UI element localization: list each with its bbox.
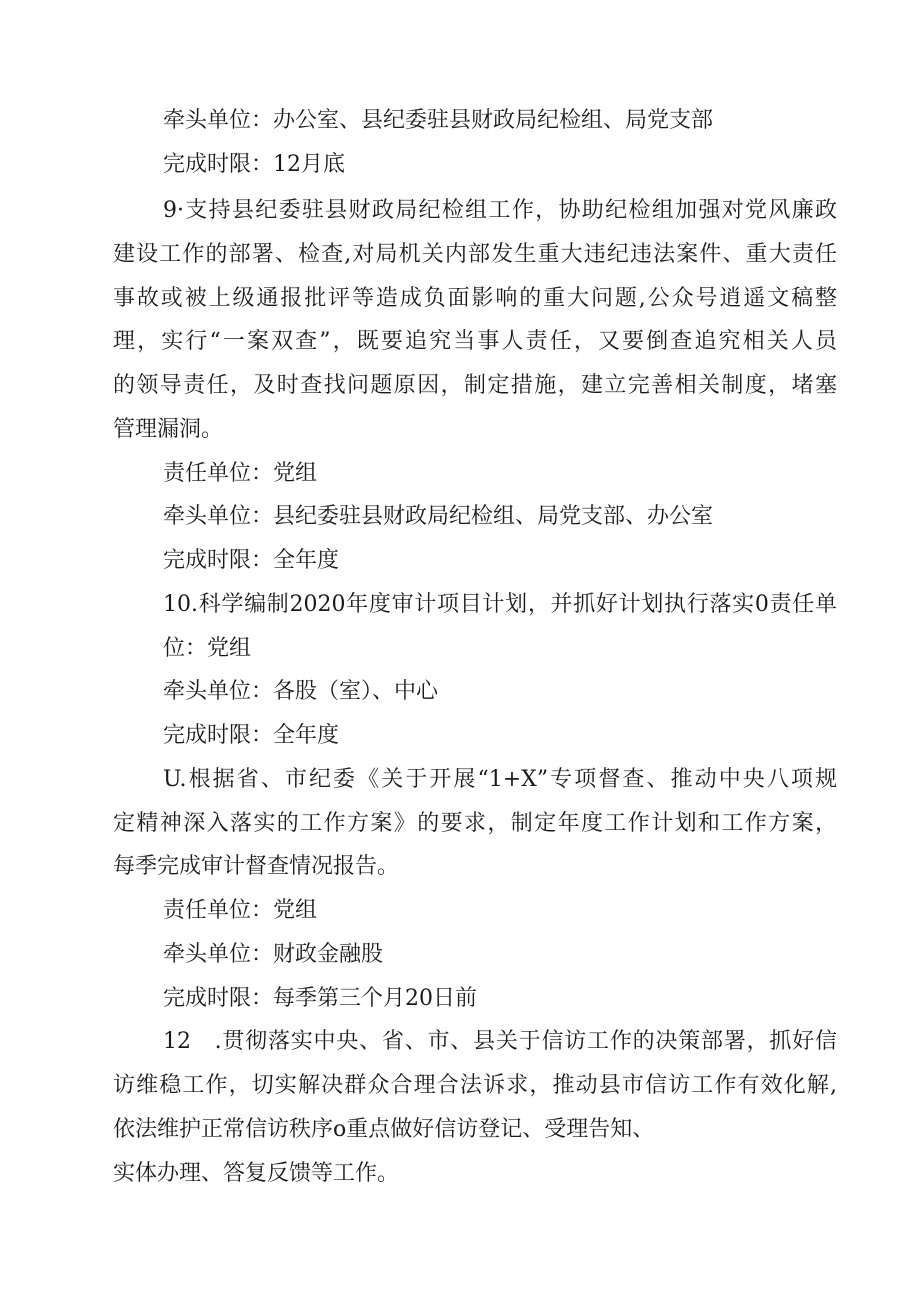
text-line: 访维稳工作，切实解决群众合理合法诉求，推动县市信访工作有效化解, (113, 1073, 837, 1098)
text-line: 完成时限：全年度 (163, 548, 340, 573)
text-line: 的领导责任，及时查找问题原因，制定措施，建立完善相关制度，堵塞 (113, 373, 837, 398)
text-line: 位：党组 (163, 636, 252, 661)
text-line: 事故或被上级通报批评等造成负面影响的重大问题,公众号逍遥文稿整 (113, 286, 837, 311)
text-line: 牵头单位：财政金融股 (163, 942, 384, 967)
text-line: 牵头单位：办公室、县纪委驻县财政局纪检组、局党支部 (163, 108, 714, 133)
text-line: 理，实行“一案双查”，既要追究当事人责任，又要倒查追究相关人员 (113, 329, 837, 354)
text-line: 完成时限：全年度 (163, 723, 340, 748)
text-line: 建设工作的部署、检查,对局机关内部发生重大违纪违法案件、重大责任 (113, 242, 837, 267)
text-line: 每季完成审计督查情况报告。 (113, 854, 400, 879)
text-line: 实体办理、答复反馈等工作。 (113, 1161, 400, 1186)
text-line: 依法维护正常信访秩序o重点做好信访登记、受理告知、 (113, 1117, 655, 1142)
text-line: 完成时限：每季第三个月20日前 (163, 986, 477, 1011)
text-line: 完成时限：12月底 (163, 152, 345, 177)
text-line: 责任单位：党组 (163, 898, 318, 923)
text-line: 牵头单位：各股（室）、中心 (163, 679, 439, 704)
text-line: 定精神深入落实的工作方案》的要求，制定年度工作计划和工作方案， (113, 811, 837, 836)
text-line: 10.科学编制2020年度审计项目计划，并抓好计划执行落实0责任单 (163, 592, 837, 617)
text-line: 牵头单位：县纪委驻县财政局纪检组、局党支部、办公室 (163, 504, 714, 529)
text-line: U.根据省、市纪委《关于开展“1+X”专项督查、推动中央八项规 (163, 767, 837, 792)
text-line: 管理漏洞。 (113, 417, 224, 442)
text-line: 9·支持县纪委驻县财政局纪检组工作，协助纪检组加强对党风廉政 (163, 198, 837, 223)
text-line: 责任单位：党组 (163, 461, 318, 486)
text-line: 12 .贯彻落实中央、省、市、县关于信访工作的决策部署，抓好信 (163, 1029, 837, 1054)
